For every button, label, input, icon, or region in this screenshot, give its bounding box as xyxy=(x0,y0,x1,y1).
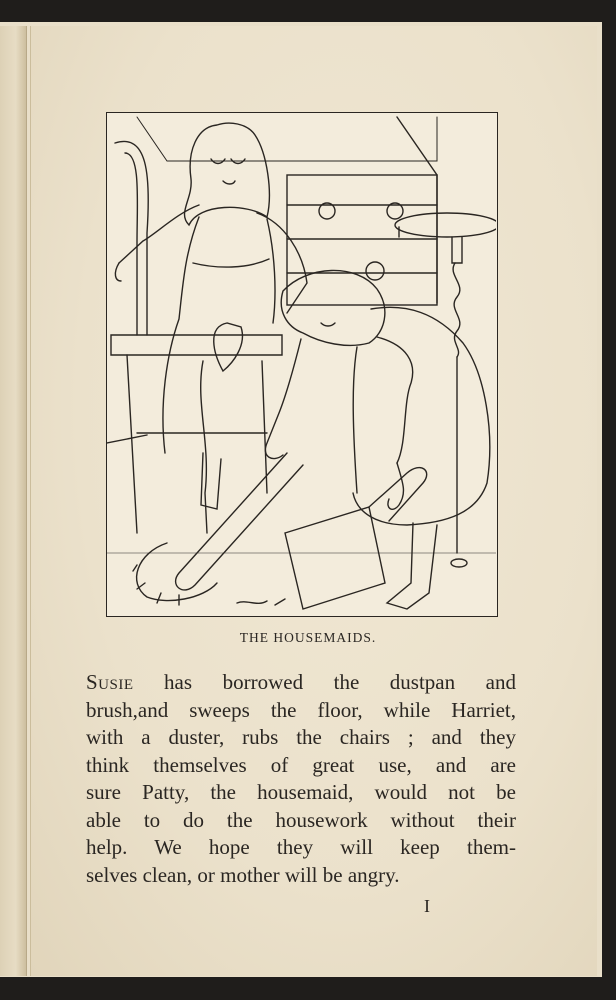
paragraph-line-5: sure Patty, the housemaid, would not be xyxy=(86,780,516,804)
lead-word: Susie xyxy=(86,670,134,694)
paragraph-line-1 xyxy=(86,669,516,697)
paragraph-line-6: able to do the housework without their xyxy=(86,807,516,832)
engraving-drawing xyxy=(107,113,496,615)
paragraph-line-2: brush,and sweeps the floor, while Harriet, xyxy=(86,697,516,722)
paragraph-line-3: with a duster, rubs the chairs ; and they xyxy=(86,725,516,749)
housemaids-illustration xyxy=(106,112,498,617)
paragraph-line-4: think themselves of great use, and are xyxy=(86,752,516,777)
paragraph-line-1-rest: has borrowed the dustpan and xyxy=(133,670,516,694)
illustration-caption: THE HOUSEMAIDS. xyxy=(239,630,377,645)
paragraph-line-7: help. We hope they will keep them- xyxy=(86,835,516,859)
paragraph-line-8: selves clean, or mother will be angry. xyxy=(86,862,400,887)
story-paragraph xyxy=(86,669,516,889)
page-number: I xyxy=(424,896,430,916)
left-page-edge xyxy=(0,26,27,976)
